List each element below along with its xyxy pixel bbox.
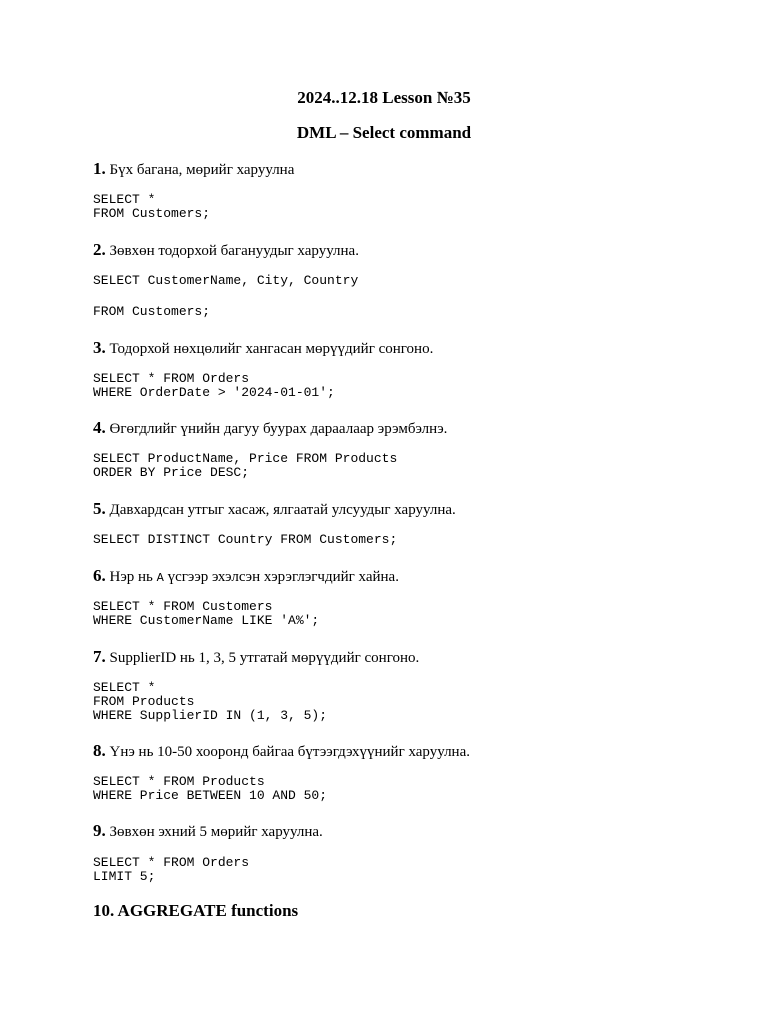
page-title: 2024..12.18 Lesson №35 bbox=[297, 88, 471, 107]
code-line: SELECT * FROM Orders bbox=[93, 855, 250, 870]
section-4-heading bbox=[93, 418, 733, 439]
section-6-heading bbox=[93, 566, 733, 588]
section-9-heading bbox=[93, 821, 733, 842]
section-text-mono: A bbox=[156, 571, 164, 585]
section-number: 6. bbox=[93, 566, 106, 585]
section-10-heading: 10. AGGREGATE functions bbox=[93, 901, 299, 920]
section-number: 7. bbox=[93, 647, 106, 666]
section-8-code bbox=[93, 775, 733, 803]
section-number: 8. bbox=[93, 741, 106, 760]
section-5-code bbox=[93, 533, 733, 547]
code-line: SELECT * bbox=[93, 192, 156, 207]
section-number: 3. bbox=[93, 338, 106, 357]
code-line: WHERE OrderDate > '2024-01-01'; bbox=[93, 385, 335, 400]
section-text: Зөвхөн тодорхой багануудыг харуулна. bbox=[105, 243, 359, 259]
section-number: 4. bbox=[93, 418, 106, 437]
section-1-heading bbox=[93, 159, 733, 180]
section-text: Өгөгдлийг үнийн дагуу буурах дараалаар эрэмбэлнэ. bbox=[105, 421, 448, 437]
section-9-code bbox=[93, 856, 733, 884]
section-2-code-line-2: FROM Customers; bbox=[93, 304, 211, 319]
code-line: SELECT * FROM Products bbox=[93, 774, 265, 789]
section-3-code bbox=[93, 372, 733, 400]
section-text: Бүх багана, мөрийг харуулна bbox=[105, 162, 295, 178]
code-line: SELECT DISTINCT Country FROM Customers; bbox=[93, 532, 398, 547]
section-7-code bbox=[93, 681, 733, 723]
section-7-heading bbox=[93, 647, 733, 668]
code-line: SELECT ProductName, Price FROM Products bbox=[93, 451, 398, 466]
section-text: SupplierID нь 1, 3, 5 утгатай мөрүүдийг сонгоно. bbox=[105, 650, 420, 666]
section-4-code bbox=[93, 452, 733, 480]
section-number: 2. bbox=[93, 240, 106, 259]
section-2-code-line-1: SELECT CustomerName, City, Country bbox=[93, 273, 359, 288]
section-text: Давхардсан утгыг хасаж, ялгаатай улсуудыг харуулна. bbox=[105, 502, 456, 518]
section-text: Нэр нь bbox=[105, 569, 157, 585]
code-line: FROM Customers; bbox=[93, 206, 211, 221]
section-5-heading bbox=[93, 499, 733, 520]
code-line: WHERE SupplierID IN (1, 3, 5); bbox=[93, 708, 328, 723]
section-2-heading bbox=[93, 240, 733, 261]
code-line: SELECT * FROM Orders bbox=[93, 371, 250, 386]
section-text: Үнэ нь 10-50 хооронд байгаа бүтээгдэхүүнийг харуулна. bbox=[105, 744, 470, 760]
code-line: WHERE CustomerName LIKE 'A%'; bbox=[93, 613, 320, 628]
section-1-code bbox=[93, 193, 733, 221]
code-line: ORDER BY Price DESC; bbox=[93, 465, 250, 480]
section-text: Тодорхой нөхцөлийг хангасан мөрүүдийг сонгоно. bbox=[105, 341, 434, 357]
code-line: WHERE Price BETWEEN 10 AND 50; bbox=[93, 788, 328, 803]
code-line: SELECT * bbox=[93, 680, 156, 695]
section-text: үсгээр эхэлсэн хэрэглэгчдийг хайна. bbox=[163, 569, 399, 585]
section-6-code bbox=[93, 600, 733, 628]
section-3-heading bbox=[93, 338, 733, 359]
code-line: FROM Products bbox=[93, 694, 195, 709]
section-number: 5. bbox=[93, 499, 106, 518]
section-8-heading bbox=[93, 741, 733, 762]
section-number: 9. bbox=[93, 821, 106, 840]
section-text: Зөвхөн эхний 5 мөрийг харуулна. bbox=[105, 824, 323, 840]
section-number: 1. bbox=[93, 159, 106, 178]
code-line: LIMIT 5; bbox=[93, 869, 156, 884]
page-subtitle: DML – Select command bbox=[296, 123, 472, 142]
code-line: SELECT * FROM Customers bbox=[93, 599, 273, 614]
